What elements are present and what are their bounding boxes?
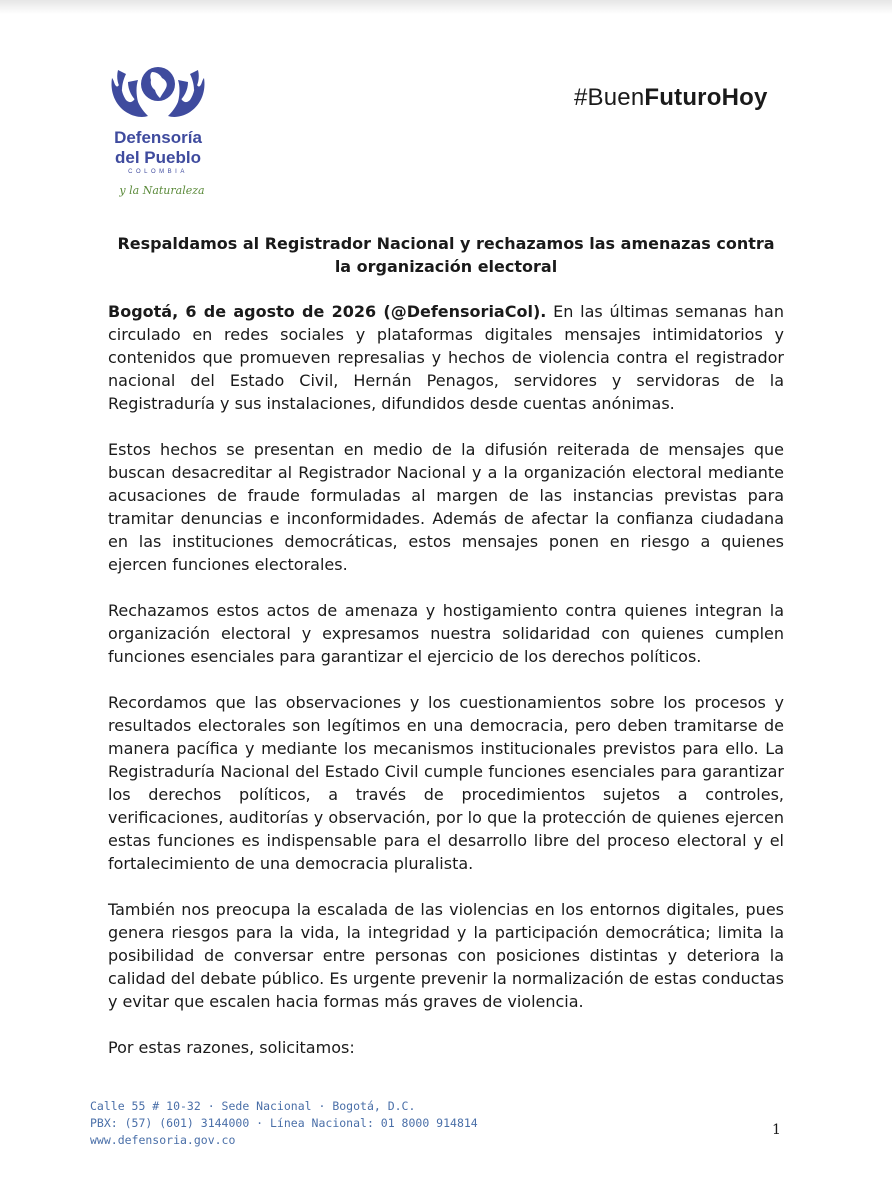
paragraph-1 [108, 300, 784, 415]
logo-name-line1: Defensoría [114, 128, 202, 147]
logo-emblem-icon [108, 60, 208, 128]
paragraph-3: Rechazamos estos actos de amenaza y hostigamiento contra quienes integran la organización electoral y expresamos nuestra solidaridad con quienes cumplen funciones esenciales para garantizar el ejercicio de los derechos políticos. [108, 601, 784, 666]
campaign-hashtag [574, 84, 768, 112]
hashtag-bold: FuturoHoy [644, 84, 768, 111]
defensoria-logo [100, 60, 210, 210]
page-footer [90, 1098, 478, 1149]
logo-tagline: y la Naturaleza [119, 184, 205, 197]
hashtag-prefix: #Buen [574, 84, 645, 111]
logo-country: COLOMBIA [128, 169, 188, 175]
footer-phone: PBX: (57) (601) 3144000 · Línea Nacional: 01 8000 914814 [90, 1116, 478, 1130]
paragraph-1-text: En las últimas semanas han circulado en redes sociales y plataformas digitales mensajes intimidatorios y contenidos que promueven represalias y hechos de violencia contra el registrador nacional del Estado Civil, Hernán Penagos, servidores y servidoras de la Registraduría y sus instalaciones, difundidos desde cuentas anónimas. [108, 302, 784, 413]
paragraph-4: Recordamos que las observaciones y los cuestionamientos sobre los procesos y resultados electorales son legítimos en una democracia, pero deben tramitarse de manera pacífica y mediante los mecanismos institucionales previstos para ello. La Registraduría Nacional del Estado Civil cumple funciones esenciales para garantizar los derechos políticos, a través de procedimientos sujetos a controles, verificaciones, auditorías y observación, por lo que la protección de quienes ejercen estas funciones es indispensable para el desarrollo libre del proceso electoral y el fortalecimiento de una democracia pluralista. [108, 693, 784, 873]
top-edge-shadow [0, 0, 892, 14]
paragraph-5: También nos preocupa la escalada de las violencias en los entornos digitales, pues genera riesgos para la vida, la integridad y la participación democrática; limita la posibilidad de conversar entre personas con posiciones distintas y deteriora la calidad del debate público. Es urgente prevenir la normalización de estas conductas y evitar que escalen hacia formas más graves de violencia. [108, 900, 784, 1011]
document-body [108, 300, 784, 1082]
paragraph-2: Estos hechos se presentan en medio de la difusión reiterada de mensajes que buscan desacreditar al Registrador Nacional y a la organización electoral mediante acusaciones de fraude formuladas al margen de las instancias previstas para tramitar denuncias e inconformidades. Además de afectar la confianza ciudadana en las instituciones democráticas, estos mensajes ponen en riesgo a quienes ejercen funciones electorales. [108, 440, 784, 574]
paragraph-6: Por estas razones, solicitamos: [108, 1038, 355, 1057]
dateline: Bogotá, 6 de agosto de 2026 (@DefensoriaCol). [108, 302, 547, 321]
footer-website[interactable]: www.defensoria.gov.co [90, 1133, 236, 1147]
page-number: 1 [772, 1122, 781, 1138]
document-title: Respaldamos al Registrador Nacional y rechazamos las amenazas contra la organización electoral [117, 234, 775, 276]
logo-name-line2: del Pueblo [115, 148, 201, 167]
footer-address: Calle 55 # 10-32 · Sede Nacional · Bogotá, D.C. [90, 1099, 416, 1113]
logo-wordmark [108, 128, 208, 168]
